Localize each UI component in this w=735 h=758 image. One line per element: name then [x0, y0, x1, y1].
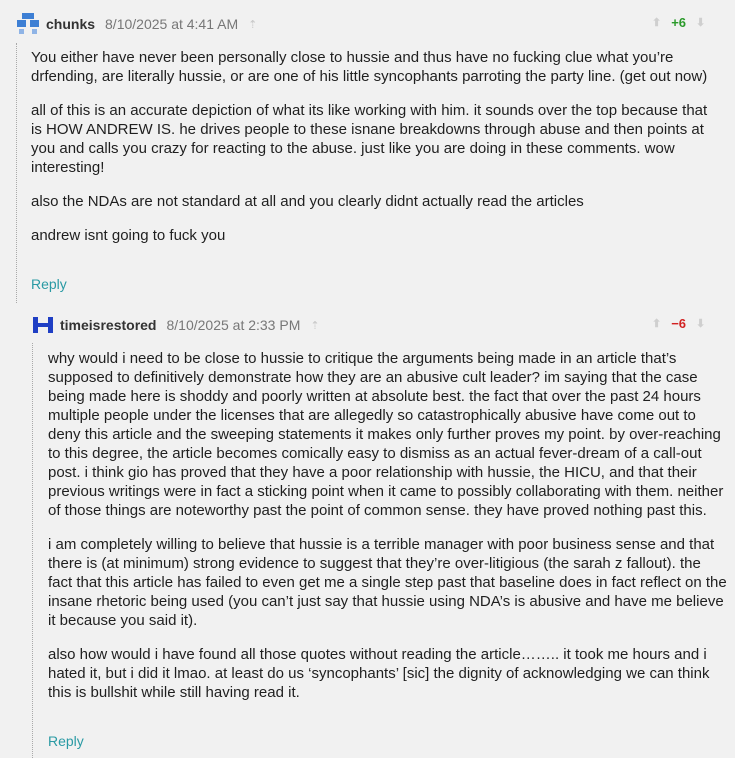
- comment-paragraph: andrew isnt going to fuck you: [31, 227, 226, 244]
- comment-paragraph: i am completely willing to believe that hussie is a terrible manager with poor business sense and that there is (at minimum) strong evidence to suggest that they’re over-litigious (the sarah z fallout). the fact that this article has failed to even get me a single step past that baseline does in fact reflect on the insane rhetoric being used (you can’t just say that hussie using NDA’s is abusive and have me believe it because you said it).: [48, 536, 727, 629]
- comment-date[interactable]: 8/10/2025 at 2:33 PM: [166, 317, 301, 333]
- comment-header: [32, 313, 320, 337]
- comment-author[interactable]: timeisrestored: [60, 317, 157, 333]
- comment-paragraph: also the NDAs are not standard at all and you clearly didnt actually read the articles: [31, 193, 584, 210]
- comment-paragraph: You either have never been personally close to hussie and thus have no fucking clue what you’re drfending, are literally hussie, or are one of his little syncophants parroting the party line. (get out now): [31, 49, 708, 85]
- reply-link[interactable]: Reply: [31, 276, 67, 292]
- comment-body: [31, 48, 721, 260]
- comment-paragraph: also how would i have found all those quotes without reading the article…….. it took me hours and i hated it, but i did it lmao. at least do us ‘syncophants’ [sic] the dignity of acknowledging we can think this is bullshit while still having read it.: [48, 646, 710, 701]
- comment-score: −6: [671, 316, 687, 331]
- thread-line: [32, 343, 33, 758]
- downvote-arrow-icon[interactable]: ⬇: [696, 17, 706, 29]
- link-icon[interactable]: ⇡: [248, 18, 258, 31]
- comment-paragraph: why would i need to be close to hussie to critique the arguments being made in an article that’s supposed to definitively demonstrate how they are an abusive cult leader? im saying that the case being made here is shoddy and poorly written at absolute best. the fact that over the past 24 hours multiple people under the licenses that are allegedly so catastrophically abusive have come out to deny this article and the sweeping statements it makes only further proves my point. by over-reaching to this degree, the article becomes comically easy to dismiss as an actual fever-dream of a call-out post. i think gio has proved that they have a poor relationship with hussie, the HICU, and that their previous writings were in fact a sticking point when it came to possibly collaborating with them. neither of those things are noteworthy past the point of common sense. they have proved nothing past this.: [48, 350, 724, 519]
- comment-author[interactable]: chunks: [46, 16, 96, 32]
- downvote-arrow-icon[interactable]: ⬇: [696, 318, 706, 330]
- upvote-arrow-icon[interactable]: ⬆: [652, 17, 662, 29]
- thread-line: [16, 43, 17, 303]
- avatar-identicon-icon[interactable]: [16, 12, 40, 36]
- avatar-identicon-icon[interactable]: [32, 314, 54, 336]
- comment-paragraph: all of this is an accurate depiction of what its like working with him. it sounds over the top because that is HOW ANDREW IS. he drives people to these isnane breakdowns through abuse and then points at you and calls you crazy for reacting to the abuse. just like you are doing in these comments. wow interesting!: [31, 102, 708, 176]
- upvote-arrow-icon[interactable]: ⬆: [652, 318, 662, 330]
- vote-controls: [652, 15, 705, 30]
- comment-body: [48, 349, 728, 717]
- vote-controls: [652, 316, 705, 331]
- link-icon[interactable]: ⇡: [310, 319, 320, 332]
- reply-link[interactable]: Reply: [48, 733, 84, 749]
- comment-date[interactable]: 8/10/2025 at 4:41 AM: [105, 16, 239, 32]
- comment-score: +6: [671, 15, 687, 30]
- comment-header: [16, 12, 257, 36]
